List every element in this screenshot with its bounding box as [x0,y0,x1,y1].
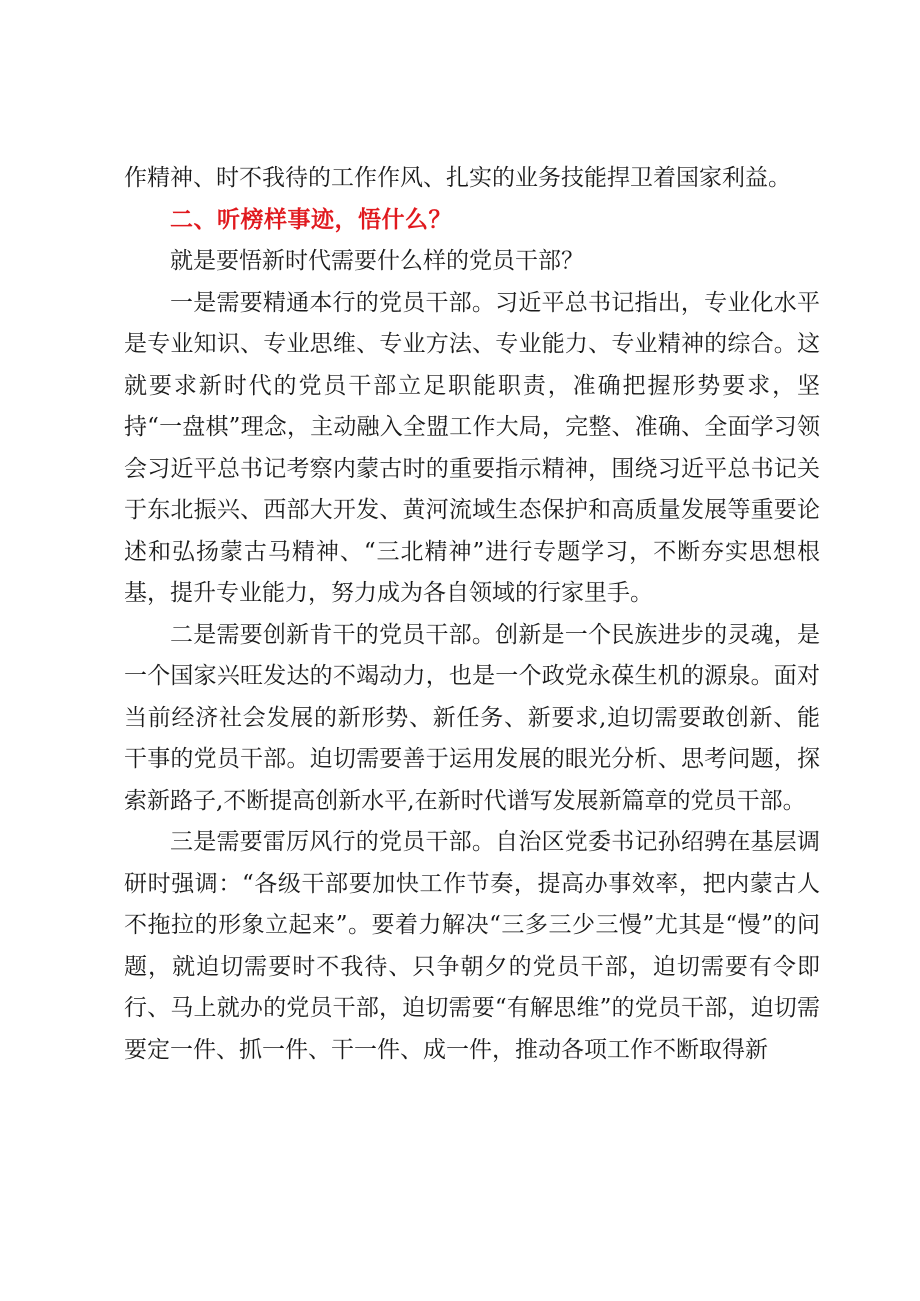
document-body [124,158,820,1071]
section-heading: 二、听榜样事迹，悟什么？ [170,206,452,233]
paragraph-point-two: 二是需要创新肯干的党员干部。创新是一个民族进步的灵魂，是一个国家兴旺发达的不竭动力，也是一个政党永葆生机的源泉。面对当前经济社会发展的新形势、新任务、新要求,迫切需要敢创新、能干事的党员干部。迫切需要善于运用发展的眼光分析、思考问题，探索新路子,不断提高创新水平,在新时代谱写发展新篇章的党员干部。 [124,621,820,814]
paragraph-continued: 作精神、时不我待的工作作风、扎实的业务技能捍卫着国家利益。 [124,165,791,191]
paragraph-intro: 就是要悟新时代需要什么样的党员干部？ [170,248,584,274]
paragraph-point-one: 一是需要精通本行的党员干部。习近平总书记指出，专业化水平是专业知识、专业思维、专业方法、专业能力、专业精神的综合。这就要求新时代的党员干部立足职能职责，准确把握形势要求，坚持“一盘棋”理念，主动融入全盟工作大局，完整、准确、全面学习领会习近平总书记考察内蒙古时的重要指示精神，围绕习近平总书记关于东北振兴、西部大开发、黄河流域生态保护和高质量发展等重要论述和弘扬蒙古马精神、“三北精神”进行专题学习，不断夯实思想根基，提升专业能力，努力成为各自领域的行家里手。 [124,289,820,606]
paragraph-point-three: 三是需要雷厉风行的党员干部。自治区党委书记孙绍骋在基层调研时强调：“各级干部要加快工作节奏，提高办事效率，把内蒙古人不拖拉的形象立起来”。要着力解决“三多三少三慢”尤其是“慢”的问题，就迫切需要时不我待、只争朝夕的党员干部，迫切需要有令即行、马上就办的党员干部，迫切需要“有解思维”的党员干部，迫切需要定一件、抓一件、干一件、成一件，推动各项工作不断取得新 [124,829,820,1063]
